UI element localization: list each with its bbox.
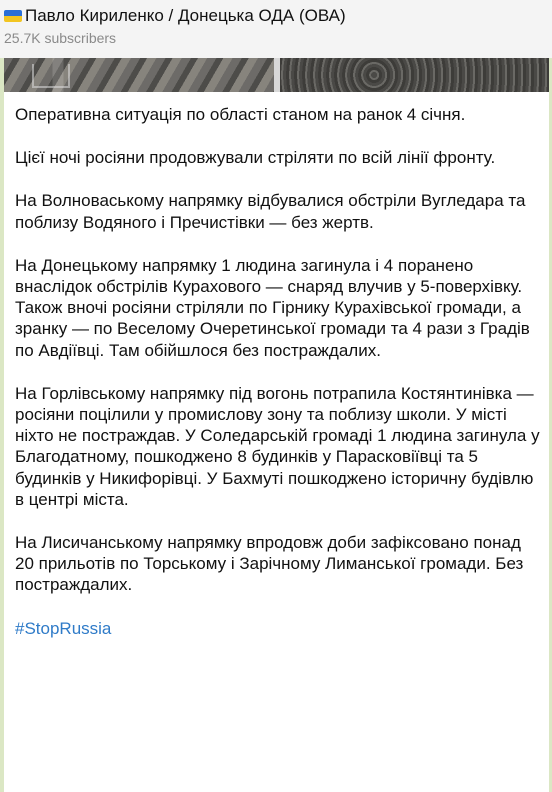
channel-title[interactable]: Павло Кириленко / Донецька ОДА (ОВА) — [25, 6, 346, 25]
photo-right-image — [274, 58, 549, 92]
message-paragraph-6: На Лисичанському напрямку впродовж доби зафіксовано понад 20 прильотів по Торському і Зарічному Лиманської громади. Без постраждалих. — [15, 533, 524, 595]
photo-left-image — [4, 58, 274, 92]
ukraine-flag-icon — [4, 10, 22, 22]
message-paragraph-2: Цієї ночі росіяни продовжували стріляти по всій лінії фронту. — [15, 148, 496, 168]
message-paragraph-5: На Горлівському напрямку під вогонь потрапила Костянтинівка — росіяни поцілили у промислову зону та поблизу школи. У місті ніхто не постраждав. У Соледарській громаді 1 людина загинула у Благодатному, пошкоджено 8 будинків у Парасковіївці та 5 будинків у Никифорівці. У Бахмуті пошкоджено історичну будівлю в центрі міста. — [15, 383, 540, 509]
hashtag-link[interactable]: #StopRussia — [15, 618, 112, 638]
message-bubble — [4, 92, 549, 792]
channel-title-row[interactable] — [4, 6, 346, 26]
subscriber-count: 25.7K subscribers — [4, 30, 117, 46]
message-paragraph-1: Оперативна ситуація по області станом на ранок 4 січня. — [15, 105, 466, 124]
hashtag-paragraph — [15, 618, 540, 639]
message-text — [15, 104, 540, 639]
post-photo[interactable] — [4, 58, 549, 92]
message-paragraph-3: На Волноваському напрямку відбувалися обстріли Вугледара та поблизу Водяного і Пречистівки — без жертв. — [15, 191, 526, 232]
message-paragraph-4: На Донецькому напрямку 1 людина загинула і 4 поранено внаслідок обстрілів Курахового — снаряд влучив у 5-поверхівку. Також вночі росіяни стріляли по Гірнику Курахівської громади, а зранку — по Веселому Очеретинської громади та 4 рази з Градів по Авдіївці. Там обійшлося без постраждалих. — [15, 255, 530, 360]
channel-header — [0, 0, 552, 58]
